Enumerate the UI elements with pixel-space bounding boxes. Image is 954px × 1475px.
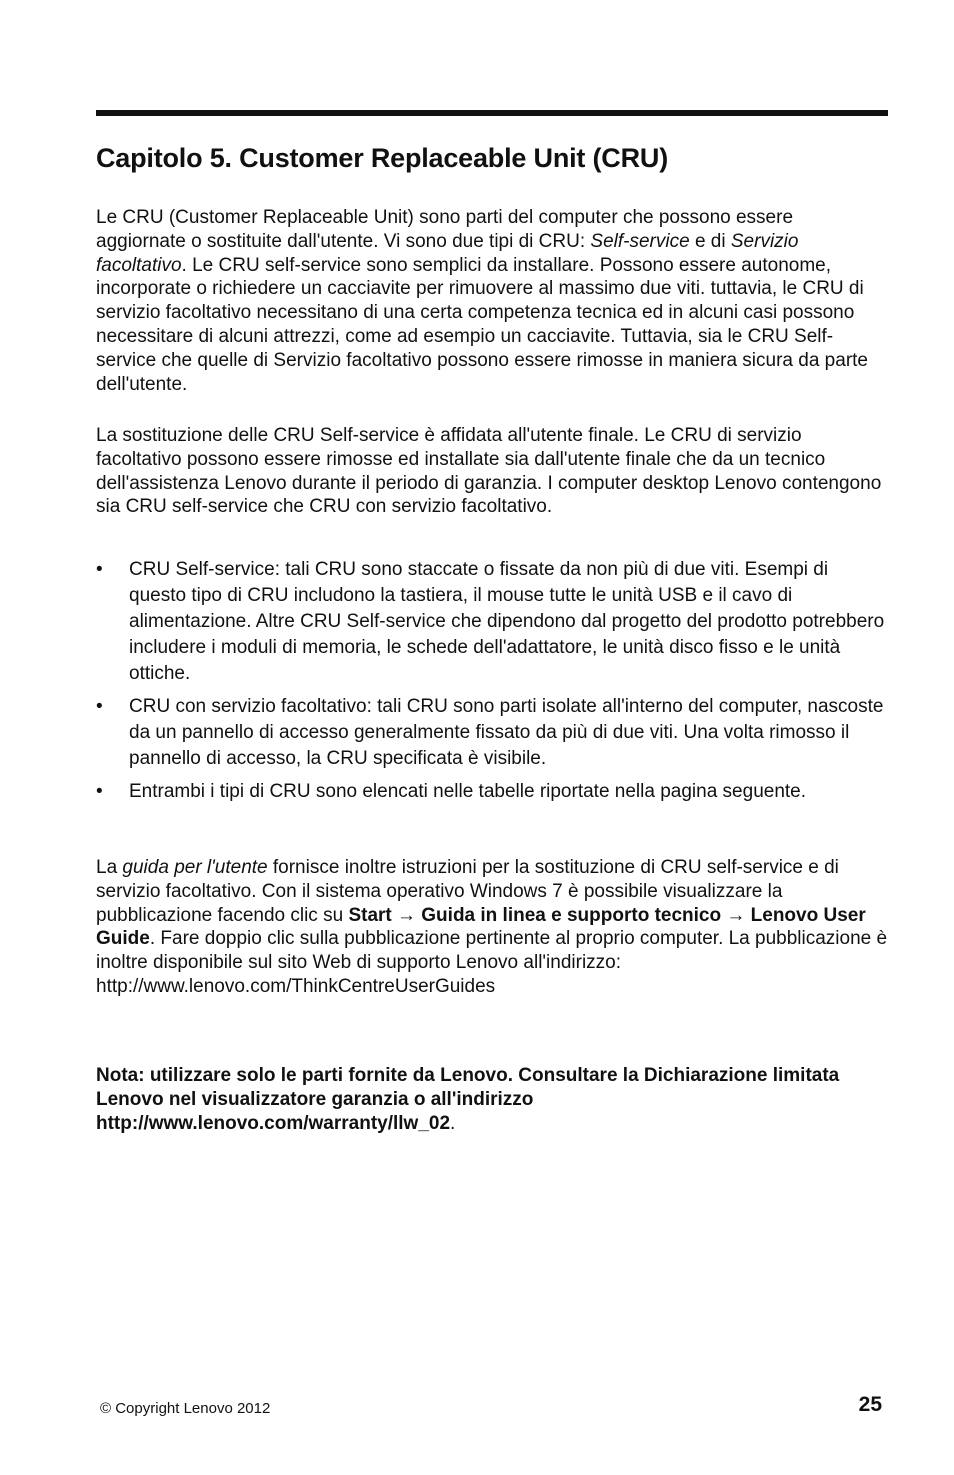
replacement-paragraph: La sostituzione delle CRU Self-service è affidata all'utente finale. Le CRU di servizio facoltativo possono essere rimosse ed installate sia dall'utente finale che da un tecnico dell'assistenza Lenovo durante il periodo di garanzia. I computer desktop Lenovo contengono sia CRU self-service che CRU con servizio facoltativo. bbox=[96, 425, 882, 518]
list-item-text: CRU Self-service: tali CRU sono staccate o fissate da non più di due viti. Esempi di questo tipo di CRU includono la tastiera, il mouse tutte le unità USB e il cavo di alimentazione. Altre CRU Self-service che dipendono dal progetto del prodotto potrebbero includere i moduli di memoria, le schede dell'adattatore, le unità disco fisso e le unità ottiche. bbox=[129, 559, 885, 684]
cru-type-list bbox=[96, 557, 888, 812]
intro-text-2: e di bbox=[689, 230, 731, 252]
guide-text-3: . Fare doppio clic sulla pubblicazione pertinente al proprio computer. La pubblicazione è inoltre disponibile sul sito Web di supporto Lenovo all'indirizzo: bbox=[96, 928, 888, 974]
page-number: 25 bbox=[858, 1393, 882, 1416]
list-item-text: Entrambi i tipi di CRU sono elencati nelle tabelle riportate nella pagina seguente. bbox=[129, 781, 807, 802]
list-item-text: CRU con servizio facoltativo: tali CRU sono parti isolate all'interno del computer, nascoste da un pannello di accesso generalmente fissato da più di due viti. Una volta rimosso il pannello di accesso, la CRU specificata è visibile. bbox=[129, 696, 884, 769]
bullet-icon: • bbox=[96, 559, 103, 580]
chapter-top-rule bbox=[96, 110, 888, 116]
bullet-icon: • bbox=[96, 696, 103, 717]
guide-emphasis: guida per l'utente bbox=[122, 857, 268, 878]
note-tail: . bbox=[450, 1112, 456, 1134]
guide-url-link[interactable]: http://www.lenovo.com/ThinkCentreUserGuides bbox=[96, 975, 496, 997]
guide-text-1: La bbox=[96, 857, 123, 878]
list-item bbox=[96, 557, 888, 687]
list-item bbox=[96, 779, 888, 805]
copyright-notice: © Copyright Lenovo 2012 bbox=[100, 1400, 271, 1417]
list-item bbox=[96, 694, 888, 772]
guide-menu-path: Start → Guida in linea e supporto tecnico → Lenovo User Guide bbox=[96, 904, 866, 950]
user-guide-paragraph bbox=[96, 856, 888, 999]
intro-text-3: . Le CRU self-service sono semplici da installare. Possono essere autonome, incorporate o richiedere un cacciavite per rimuovere al massimo due viti. tuttavia, le CRU di servizio facoltativo necessitano di una certa competenza tecnica ed in alcuni casi possono necessitare di alcuni attrezzi, come ad esempio un cacciavite. Tuttavia, sia le CRU Self-service che quelle di Servizio facoltativo possono essere rimosse in maniera sicura da parte dell'utente. bbox=[96, 254, 868, 395]
guide-text-2: fornisce inoltre istruzioni per la sostituzione di CRU self-service e di servizio facoltativo. Con il sistema operativo Windows 7 è possibile visualizzare la pubblicazione facendo clic su bbox=[96, 857, 839, 926]
intro-text-1: Le CRU (Customer Replaceable Unit) sono parti del computer che possono essere aggiornate o sostituite dall'utente. Vi sono due tipi di CRU: bbox=[96, 207, 794, 252]
intro-emphasis-self-service: Self-service bbox=[590, 230, 690, 252]
intro-paragraph bbox=[96, 206, 888, 396]
intro-emphasis-servizio: Servizio facoltativo bbox=[96, 230, 799, 276]
bullet-icon: • bbox=[96, 781, 103, 802]
note-paragraph bbox=[96, 1064, 888, 1135]
note-bold-text: Nota: utilizzare solo le parti fornite da Lenovo. Consultare la Dichiarazione limitata Lenovo nel visualizzatore garanzia o all'indirizzo http://www.lenovo.com/warranty/llw_02 bbox=[96, 1065, 840, 1134]
chapter-title: Capitolo 5. Customer Replaceable Unit (CRU) bbox=[96, 143, 668, 173]
